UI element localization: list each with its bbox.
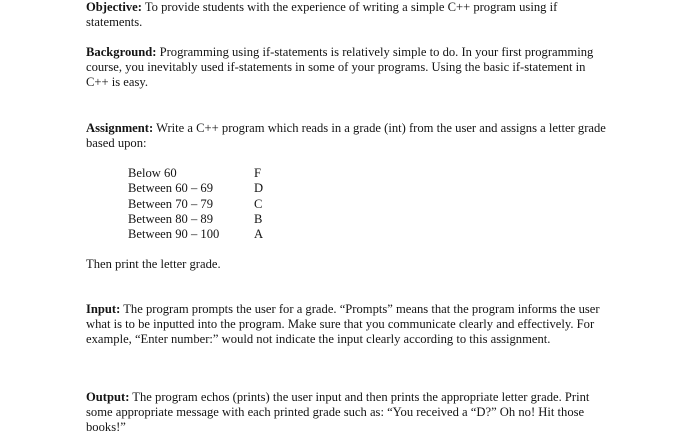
grade-letter: D <box>254 181 264 196</box>
objective-label: Objective: <box>86 0 142 14</box>
grade-row <box>128 166 278 181</box>
output-paragraph <box>86 390 606 435</box>
input-label: Input: <box>86 302 121 316</box>
assignment-label: Assignment: <box>86 121 154 135</box>
grade-letter: F <box>254 166 262 180</box>
assignment-paragraph <box>86 121 606 151</box>
input-paragraph <box>86 302 606 347</box>
grade-row <box>128 227 278 242</box>
grade-row <box>128 197 278 212</box>
grade-letter: B <box>254 211 263 226</box>
grade-table <box>128 166 278 242</box>
assignment-text: Write a C++ program which reads in a grade (int) from the user and assigns a letter grade based upon: <box>86 121 606 150</box>
grade-range: Between 90 – 100 <box>128 227 220 242</box>
background-label: Background: <box>86 45 157 59</box>
objective-paragraph <box>86 0 606 30</box>
grade-letter: C <box>254 196 263 211</box>
grade-row <box>128 181 278 196</box>
background-text: Programming using if-statements is relatively simple to do. In your first programming course, you inevitably used if-statements in some of your programs. Using the basic if-statement in C++ is easy. <box>86 45 594 89</box>
grade-range: Between 60 – 69 <box>128 181 213 196</box>
output-label: Output: <box>86 390 130 404</box>
grade-letter: A <box>254 227 264 242</box>
grade-row <box>128 212 278 227</box>
input-text: The program prompts the user for a grade. “Prompts” means that the program informs the user what is to be inputted into the program. Make sure that you communicate clearly and effectively. For example, “Enter number:” would not indicate the input clearly according to this assignment. <box>86 302 600 346</box>
grade-range: Between 70 – 79 <box>128 196 213 211</box>
output-text: The program echos (prints) the user input and then prints the appropriate letter grade. Print some appropriate message with each printed grade such as: “You received a “D?” Oh no! Hit those books!” <box>86 390 590 434</box>
grade-range: Below 60 <box>128 166 177 180</box>
then-print-paragraph: Then print the letter grade. <box>86 257 221 271</box>
objective-text: To provide students with the experience of writing a simple C++ program using if statements. <box>86 0 558 29</box>
background-paragraph <box>86 45 606 90</box>
grade-range: Between 80 – 89 <box>128 211 213 226</box>
